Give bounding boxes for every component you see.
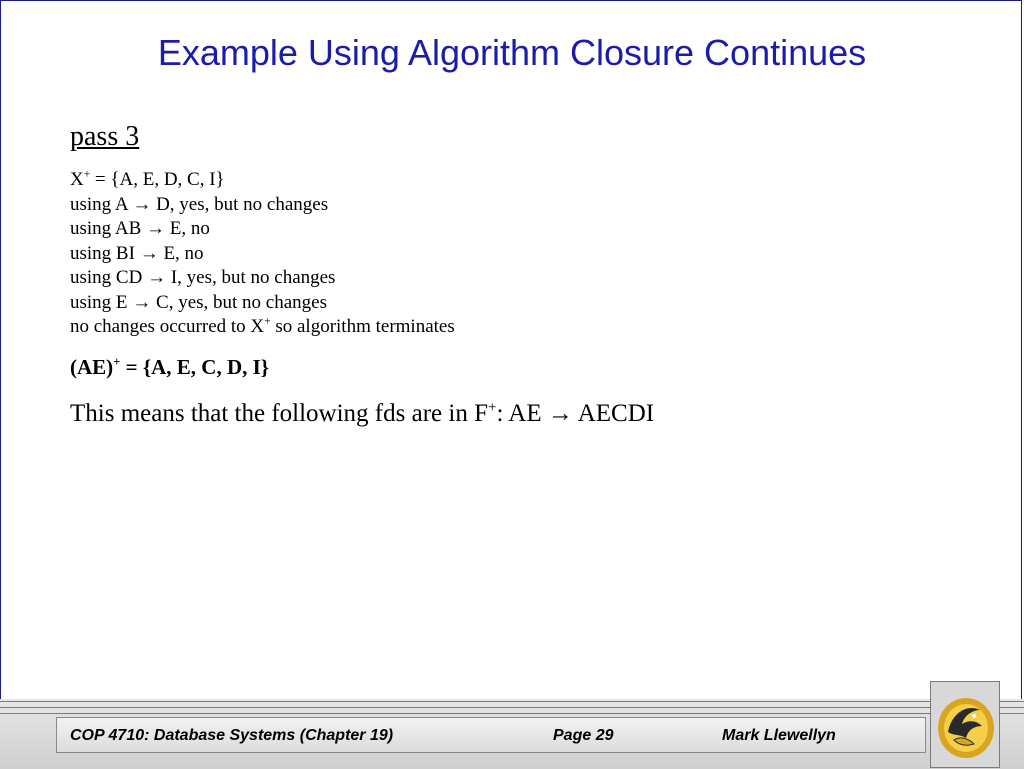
closure-line: using AB → E, no xyxy=(70,218,210,239)
closure-line: using A → D, yes, but no changes xyxy=(70,193,329,215)
footer-course: COP 4710: Database Systems (Chapter 19) xyxy=(70,727,394,744)
closure-line: using CD → I, yes, but no changes xyxy=(70,267,336,288)
closure-line: using E → C, yes, but no changes xyxy=(70,291,328,313)
arrow-icon: → xyxy=(146,218,166,239)
arrow-icon: → xyxy=(132,193,152,215)
arrow-icon: → xyxy=(547,399,573,427)
closure-lines xyxy=(70,168,970,340)
footer-page-number: Page 29 xyxy=(553,727,614,744)
closure-line: using BI → E, no xyxy=(70,242,204,264)
closure-result: (AE)+ = {A, E, C, D, I} xyxy=(70,354,270,379)
pass-heading: pass 3 xyxy=(70,121,140,152)
arrow-icon: → xyxy=(132,291,152,313)
arrow-icon: → xyxy=(139,242,159,264)
arrow-icon: → xyxy=(147,267,167,288)
closure-line: X+ = {A, E, D, C, I} xyxy=(70,168,225,190)
slide-content xyxy=(70,120,970,430)
closure-line: no changes occurred to X+ so algorithm terminates xyxy=(70,315,455,337)
pegasus-logo-icon xyxy=(934,690,998,762)
footer-author: Mark Llewellyn xyxy=(722,727,836,744)
conclusion-text: This means that the following fds are in F+: AE → AECDI xyxy=(70,399,655,427)
slide-title: Example Using Algorithm Closure Continues xyxy=(157,32,867,73)
